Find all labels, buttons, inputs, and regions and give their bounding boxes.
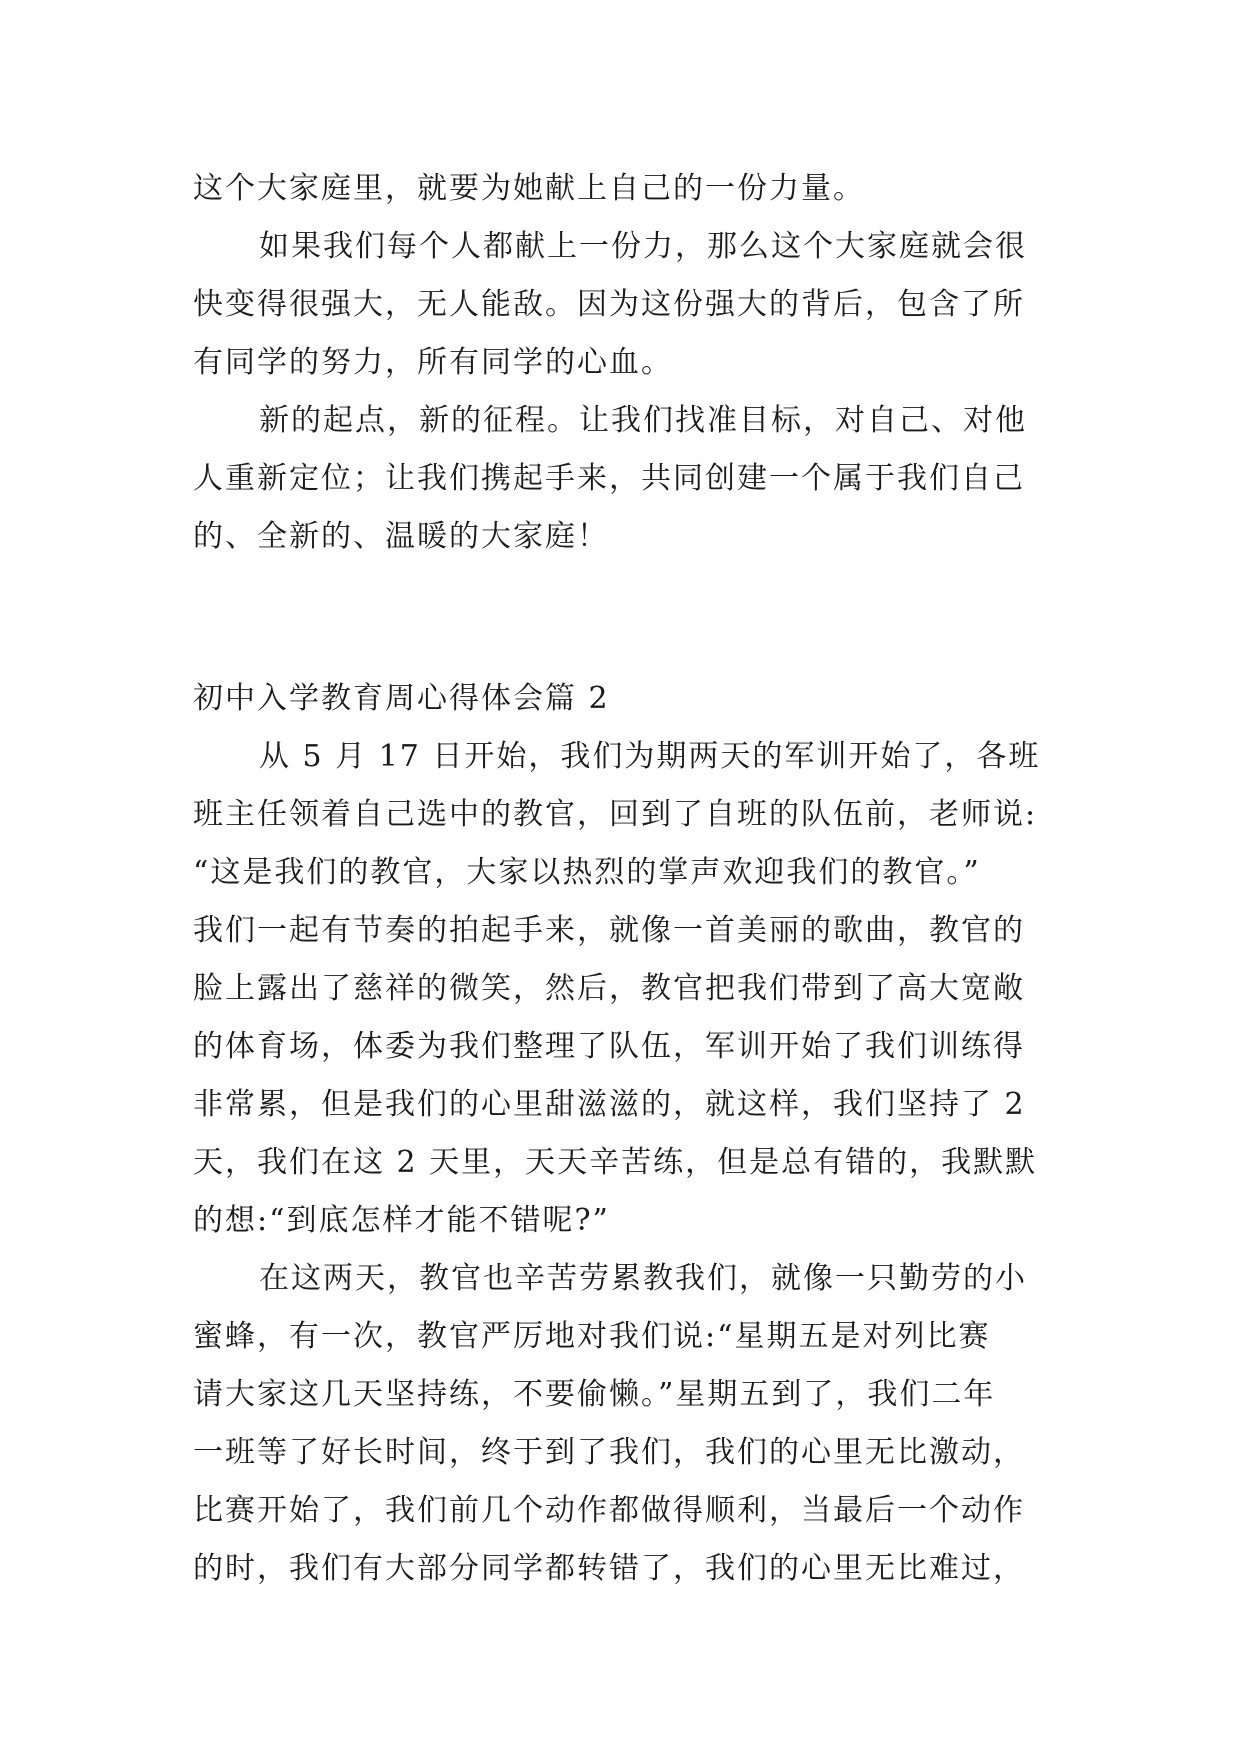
section-heading: 初中入学教育周心得体会篇 2: [193, 681, 610, 716]
text-line: 这个大家庭里，就要为她献上自己的一份力量。: [193, 171, 865, 206]
text-line: 人重新定位；让我们携起手来，共同创建一个属于我们自己: [193, 461, 1025, 496]
text-line: 一班等了好长时间，终于到了我们，我们的心里无比激动，: [193, 1435, 1025, 1470]
text-line: 脸上露出了慈祥的微笑，然后，教官把我们带到了高大宽敞: [193, 971, 1025, 1006]
text-line: 的时，我们有大部分同学都转错了，我们的心里无比难过，: [193, 1551, 1025, 1586]
paragraph-5: [193, 1250, 1063, 1598]
text-line: 的想:“到底怎样才能不错呢?”: [193, 1203, 610, 1238]
document-page: [193, 160, 1063, 1598]
text-line: 从 5 月 17 日开始，我们为期两天的军训开始了，各班: [259, 739, 1041, 774]
text-line: 的、全新的、温暖的大家庭！: [193, 519, 609, 554]
text-line: 在这两天，教官也辛苦劳累教我们，就像一只勤劳的小: [259, 1261, 1027, 1296]
text-line: 新的起点，新的征程。让我们找准目标，对自己、对他: [259, 403, 1027, 438]
text-line: 的体育场，体委为我们整理了队伍，军训开始了我们训练得: [193, 1029, 1025, 1064]
text-line: 非常累，但是我们的心里甜滋滋的，就这样，我们坚持了 2: [193, 1087, 1026, 1122]
section-gap: [193, 566, 1063, 670]
paragraph-1: [193, 160, 1063, 218]
paragraph-2: [193, 218, 1063, 392]
text-line: 班主任领着自己选中的教官，回到了自班的队伍前，老师说:: [193, 797, 1038, 832]
text-line: 请大家这几天坚持练，不要偷懒。”星期五到了，我们二年: [193, 1377, 996, 1412]
text-line: “这是我们的教官，大家以热烈的掌声欢迎我们的教官。”: [193, 855, 981, 890]
text-line: 蜜蜂，有一次，教官严厉地对我们说:“星期五是对列比赛: [193, 1319, 991, 1354]
text-line: 比赛开始了，我们前几个动作都做得顺利，当最后一个动作: [193, 1493, 1025, 1528]
text-line: 天，我们在这 2 天里，天天辛苦练，但是总有错的，我默默: [193, 1145, 1038, 1180]
text-line: 我们一起有节奏的拍起手来，就像一首美丽的歌曲，教官的: [193, 913, 1025, 948]
paragraph-3: [193, 392, 1063, 566]
paragraph-4: [193, 728, 1063, 1250]
text-line: 如果我们每个人都献上一份力，那么这个大家庭就会很: [259, 229, 1027, 264]
text-line: 快变得很强大，无人能敌。因为这份强大的背后，包含了所: [193, 287, 1025, 322]
text-line: 有同学的努力，所有同学的心血。: [193, 345, 673, 380]
